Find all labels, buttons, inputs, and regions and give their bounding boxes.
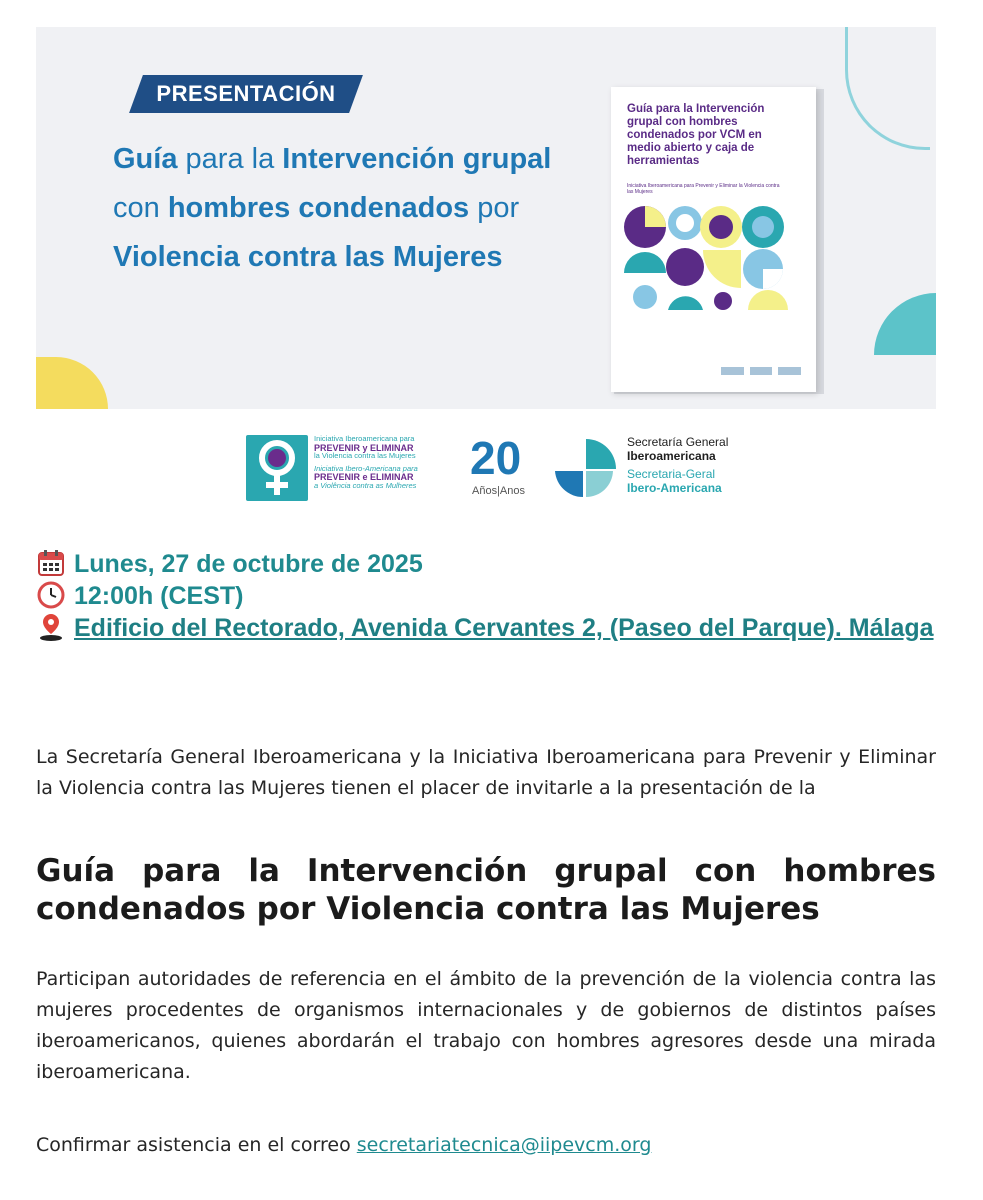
anniversary-logo [470, 433, 550, 503]
iniciativa-logo-text: Iniciativa Iberoamericana para PREVENIR y ELIMINAR la Violencia contra las Mujeres Iniciativa Ibero-Americana para PREVENIR e ELIMINAR a Violência contra as Mulheres [314, 434, 418, 490]
decorative-quarter-circle-yellow [36, 357, 108, 409]
clock-icon [36, 580, 66, 610]
location-link[interactable]: Edificio del Rectorado, Avenida Cervantes 2, (Paseo del Parque). Málaga [74, 614, 934, 642]
presentation-banner [36, 27, 936, 409]
presentation-tag: PRESENTACIÓN [156, 81, 336, 106]
map-pin-icon [36, 612, 66, 642]
partner-logos [0, 433, 983, 503]
intro-paragraph: La Secretaría General Iberoamericana y la Iniciativa Iberoamericana para Prevenir y Eliminar la Violencia contra las Mujeres tienen el placer de invitarle a la presentación de la [36, 746, 936, 799]
book-footer-logos [721, 367, 801, 377]
anniversary-label: Años|Anos [472, 485, 526, 497]
description-paragraph: Participan autoridades de referencia en el ámbito de la prevención de la violencia contra las mujeres procedentes de organismos internacionales y de gobiernos de distintos países iberoamericanos, quienes abordarán el trabajo con hombres agresores desde una mirada iberoamericana. [36, 968, 936, 1083]
rsvp-line: Confirmar asistencia en el correo secretariatecnica@iipevcm.org [36, 1134, 652, 1156]
segib-logo-mark [553, 437, 619, 499]
venus-icon [256, 439, 298, 497]
anniversary-number: 20 [470, 432, 522, 484]
book-title: Guía para la Intervención grupal con hombres condenados por VCM en medio abierto y caja de herramientas [627, 103, 765, 167]
decorative-quarter-circle-teal [874, 293, 936, 355]
book-pattern-graphic [623, 205, 803, 310]
banner-title: Guía para la Intervención grupal con hombres condenados por Violencia contra las Mujeres [113, 143, 552, 273]
event-date: Lunes, 27 de octubre de 2025 [36, 548, 936, 580]
decorative-arc [845, 27, 930, 150]
guide-headline: Guía para la Intervención grupal con hombres condenados por Violencia contra las Mujeres [36, 853, 936, 927]
event-location[interactable] [36, 612, 936, 644]
calendar-icon [36, 548, 66, 578]
event-details [36, 548, 936, 644]
segib-logo-text: Secretaría General Iberoamericana Secretaria-Geral Ibero-Americana [627, 435, 729, 495]
guide-book-cover [611, 87, 816, 392]
book-subtitle: Iniciativa Iberoamericana para Prevenir y Eliminar la Violencia contra las Mujeres [627, 183, 780, 195]
rsvp-email-link[interactable]: secretariatecnica@iipevcm.org [356, 1134, 652, 1156]
event-time: 12:00h (CEST) [36, 580, 936, 612]
iniciativa-logo [246, 435, 308, 501]
